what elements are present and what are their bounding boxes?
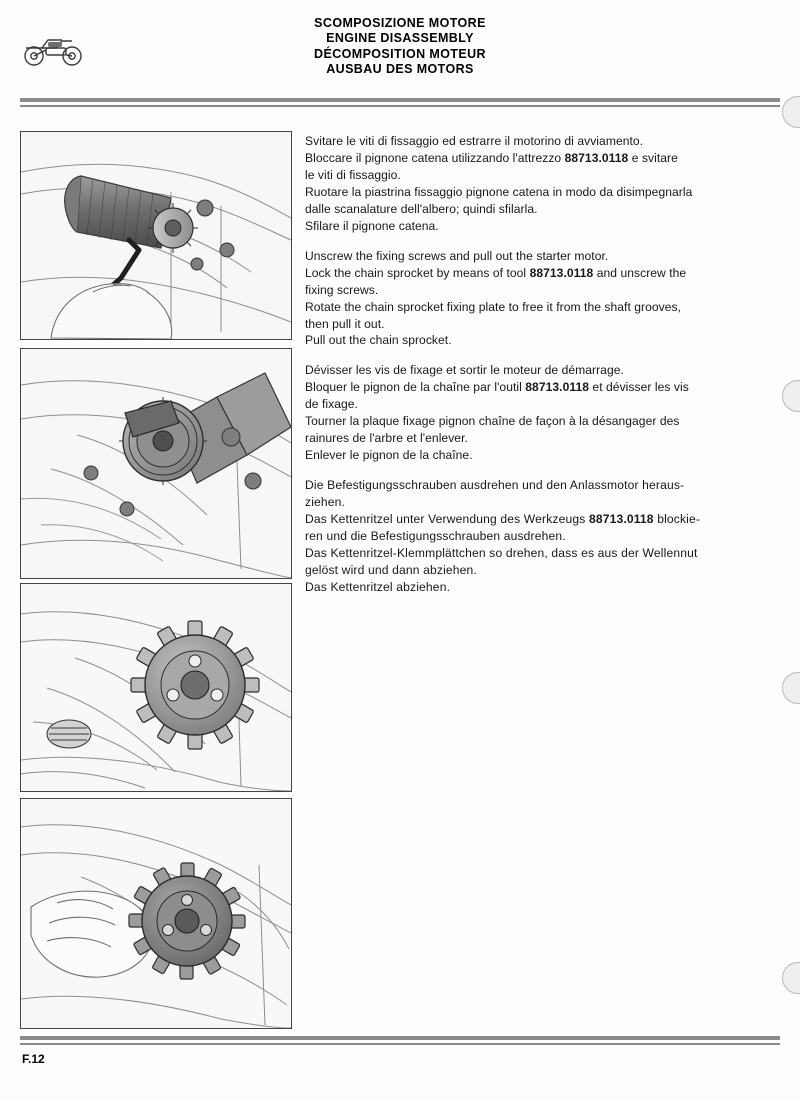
- tool-code: 88713.0118: [529, 265, 594, 280]
- instruction-line: Sfilare il pignone catena.: [305, 218, 439, 233]
- tool-code: 88713.0118: [564, 150, 629, 165]
- instruction-line: fixing screws.: [305, 282, 379, 297]
- instruction-line: Dévisser les vis de fixage et sortir le moteur de démarrage.: [305, 363, 624, 378]
- instruction-line: then pull it out.: [305, 316, 385, 331]
- tool-code: 88713.0118: [525, 380, 590, 395]
- page-number: F.12: [22, 1052, 45, 1066]
- footer-rule-upper: [20, 1036, 780, 1040]
- punch-hole: [782, 380, 800, 412]
- instructions-column: [305, 134, 723, 610]
- punch-hole: [782, 672, 800, 704]
- instruction-line: le viti di fissaggio.: [305, 167, 401, 182]
- instruction-line: Enlever le pignon de la chaîne.: [305, 448, 473, 463]
- instruction-line: Die Befestigungsschrauben ausdrehen und den Anlassmotor heraus-: [305, 478, 685, 493]
- chain-sprocket-exposed-photo: [20, 583, 292, 792]
- instruction-line: Tourner la plaque fixage pignon chaîne de façon à la désangager des: [305, 414, 680, 429]
- instruction-line: ren und die Befestigungsschrauben ausdrehen.: [305, 529, 566, 544]
- starter-motor-removal-photo: [20, 131, 292, 340]
- instruction-line: Pull out the chain sprocket.: [305, 333, 452, 348]
- instruction-line: Rotate the chain sprocket fixing plate to free it from the shaft grooves,: [305, 299, 682, 314]
- instruction-line: Lock the chain sprocket by means of tool 88713.0118 and unscrew the: [305, 265, 687, 280]
- tool-code: 88713.0118: [588, 512, 654, 527]
- instructions-german: [305, 478, 723, 596]
- header-rule-lower: [20, 105, 780, 107]
- instructions-italian: [305, 134, 723, 235]
- instruction-line: Bloquer le pignon de la chaîne par l'outil 88713.0118 et dévisser les vis: [305, 380, 689, 395]
- instruction-line: de fixage.: [305, 397, 358, 412]
- page-header-titles: [0, 16, 800, 77]
- instructions-french: [305, 363, 723, 464]
- instruction-line: dalle scanalature dell'albero; quindi sfilarla.: [305, 201, 538, 216]
- footer-rule-lower: [20, 1043, 780, 1045]
- header-rule-upper: [20, 98, 780, 102]
- instruction-line: Svitare le viti di fissaggio ed estrarre il motorino di avviamento.: [305, 134, 644, 148]
- header-title-fr: DÉCOMPOSITION MOTEUR: [314, 46, 486, 61]
- chain-sprocket-locking-tool-photo: [20, 348, 292, 579]
- chain-sprocket-extraction-photo: [20, 798, 292, 1029]
- instruction-line: Das Kettenritzel unter Verwendung des Werkzeugs 88713.0118 blockie-: [305, 512, 701, 527]
- instruction-line: Das Kettenritzel abziehen.: [305, 579, 451, 594]
- instruction-line: ziehen.: [305, 495, 346, 510]
- instructions-english: [305, 249, 723, 350]
- header-title-en: ENGINE DISASSEMBLY: [326, 31, 474, 46]
- instruction-line: rainures de l'arbre et l'enlever.: [305, 431, 468, 446]
- instruction-line: gelöst wird und dann abziehen.: [305, 562, 477, 577]
- instruction-line: Ruotare la piastrina fissaggio pignone catena in modo da disimpegnarla: [305, 184, 693, 199]
- punch-hole: [782, 96, 800, 128]
- instruction-line: Das Kettenritzel-Klemmplättchen so drehen, dass es aus der Wellennut: [305, 545, 698, 560]
- header-title-de: AUSBAU DES MOTORS: [326, 61, 474, 76]
- punch-hole: [782, 962, 800, 994]
- instruction-line: Unscrew the fixing screws and pull out the starter motor.: [305, 248, 609, 263]
- instruction-line: Bloccare il pignone catena utilizzando l'attrezzo 88713.0118 e svitare: [305, 150, 678, 165]
- header-title-it: SCOMPOSIZIONE MOTORE: [314, 16, 486, 30]
